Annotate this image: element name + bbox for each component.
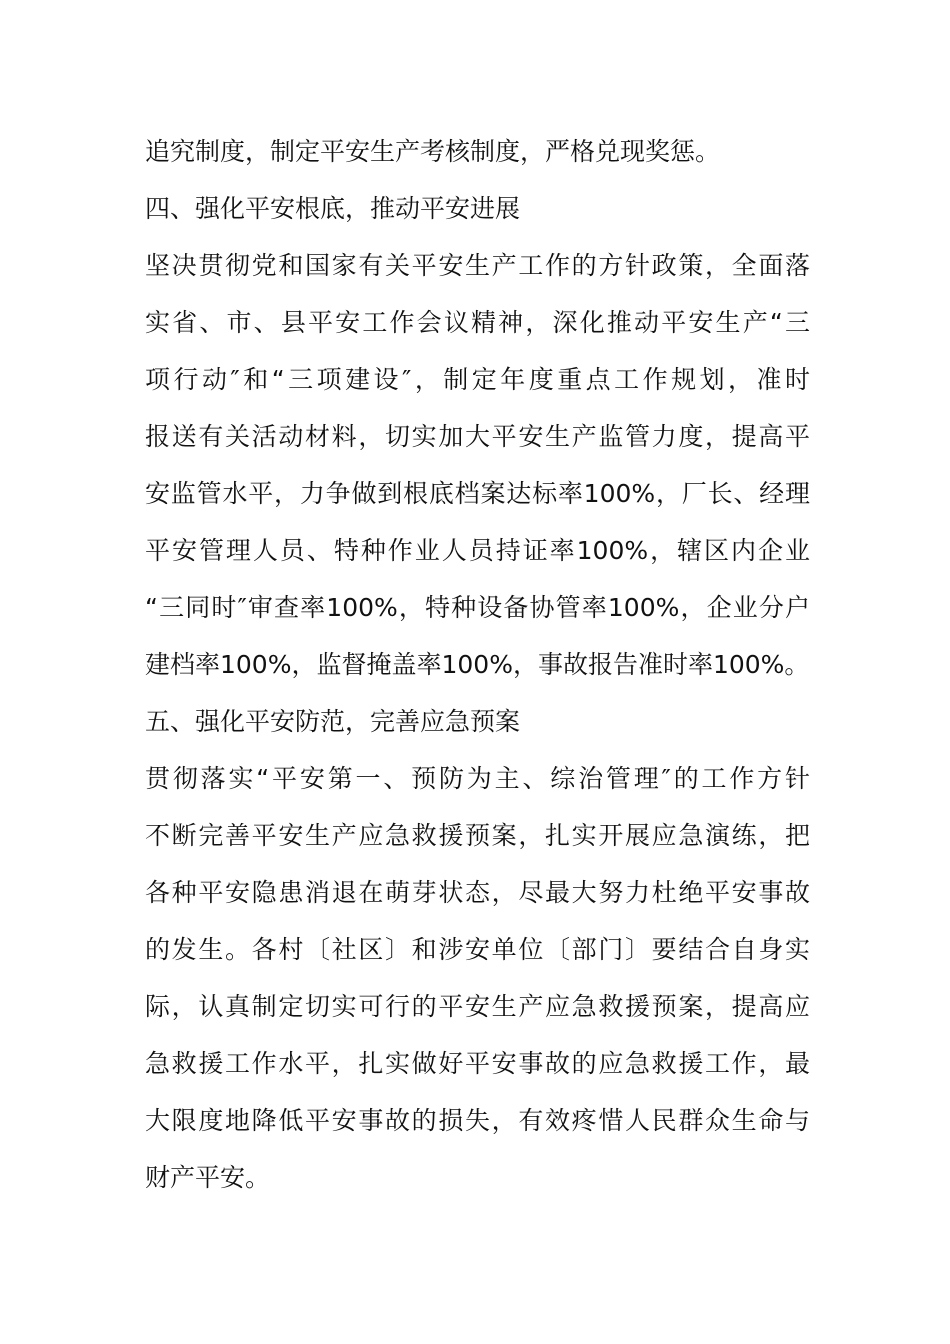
section-heading-4: 四、强化平安根底，推动平安进展 (145, 194, 521, 223)
paragraph-line: 的发生。各村〔社区〕和涉安单位〔部门〕要结合自身实 (145, 935, 810, 964)
document-body (145, 123, 810, 1206)
paragraph-line: 报送有关活动材料，切实加大平安生产监管力度，提高平 (145, 422, 810, 451)
paragraph-line: 急救援工作水平，扎实做好平安事故的应急救援工作，最 (145, 1049, 810, 1078)
paragraph-line: 项行动″和“三项建设″，制定年度重点工作规划，准时 (145, 365, 810, 394)
paragraph-line: 坚决贯彻党和国家有关平安生产工作的方针政策，全面落 (145, 251, 810, 280)
paragraph-line: 平安管理人员、特种作业人员持证率100%，辖区内企业 (145, 536, 810, 565)
paragraph-line-end: 财产平安。 (145, 1163, 271, 1192)
paragraph-line: 大限度地降低平安事故的损失，有效疼惜人民群众生命与 (145, 1106, 810, 1135)
section-heading-5: 五、强化平安防范，完善应急预案 (145, 707, 521, 736)
paragraph-line: “三同时″审查率100%，特种设备协管率100%，企业分户 (145, 593, 810, 622)
paragraph-line: 贯彻落实“平安第一、预防为主、综治管理″的工作方针 (145, 764, 810, 793)
paragraph-line: 际，认真制定切实可行的平安生产应急救援预案，提高应 (145, 992, 810, 1021)
paragraph-line: 各种平安隐患消退在萌芽状态，尽最大努力杜绝平安事故 (145, 878, 810, 907)
paragraph-line-end: 追究制度，制定平安生产考核制度，严格兑现奖惩。 (145, 137, 721, 166)
paragraph-line-end: 建档率100%，监督掩盖率100%，事故报告准时率100%。 (145, 650, 810, 679)
paragraph-line: 安监管水平，力争做到根底档案达标率100%，厂长、经理 (145, 479, 810, 508)
paragraph-line: 实省、市、县平安工作会议精神，深化推动平安生产“三 (145, 308, 810, 337)
paragraph-line: 不断完善平安生产应急救援预案，扎实开展应急演练，把 (145, 821, 810, 850)
